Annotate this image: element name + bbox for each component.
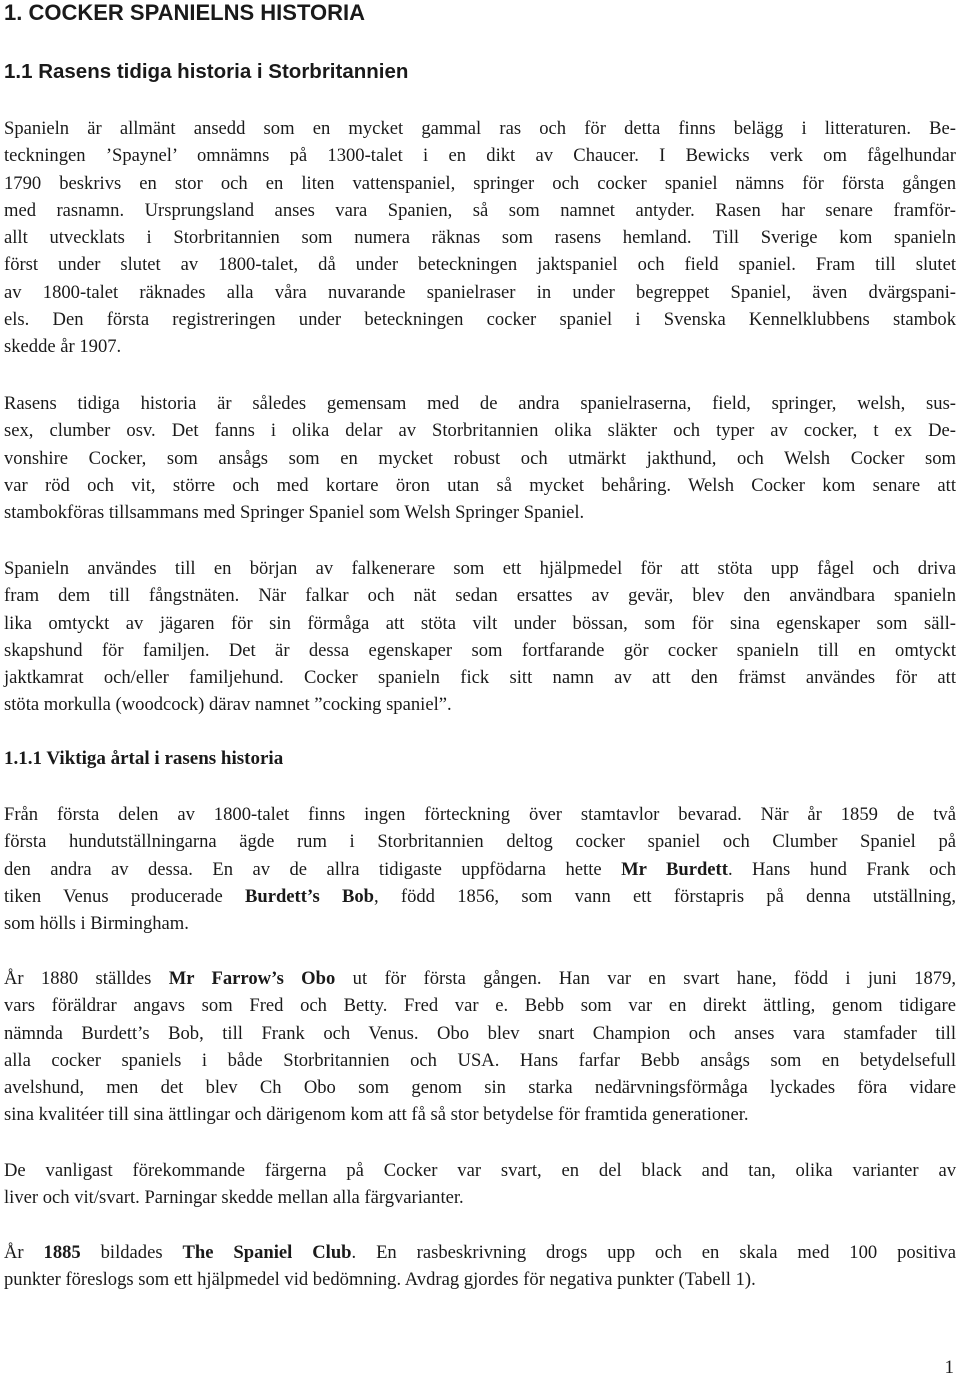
paragraph-line: var röd och vit, större och med kortare öron utan så mycket behåring. Welsh Cocker kom senare att [4,474,956,496]
paragraph-line: sex, clumber osv. Det fanns i olika delar av Storbritannien olika släkter och typer av cocker, t ex De- [4,420,956,442]
paragraph-line: punkter föreslogs som ett hjälpmedel vid bedömning. Avdrag gjordes för negativa punkter (Tabell 1). [4,1269,756,1291]
paragraph-origins [4,115,956,361]
paragraph-colours [4,1157,956,1212]
text-run: År [4,1242,44,1263]
paragraph-line: allt utvecklats i Storbritannien som numera räknas som rasens hemland. Till Sverige kom spanieln [4,227,956,249]
text-run: den andra av dessa. En av de allra tidigaste uppfödarna hette [4,858,622,880]
paragraph-line: fram dem till fångstnäten. När falkar och nät sedan ersattes av gevär, blev den användbara spanieln [4,585,956,607]
text-run: bildades [80,1242,183,1263]
breeder-name: Mr Burdett [621,858,728,880]
paragraph-line [4,965,956,992]
paragraph-line: som hölls i Birmingham. [4,913,189,935]
dog-name: Mr Farrow’s Obo [168,968,336,989]
paragraph-line: De vanligast förekommande färgerna på Cocker var svart, en del black and tan, olika varianter av [4,1160,956,1181]
paragraph-line: sina kvalitéer till sina ättlingar och därigenom kom att få så stor betydelse för framtida generationer. [4,1104,749,1126]
paragraph-spaniel-club [4,1239,956,1294]
paragraph-line: av 1800-talet räknades alla våra nuvarande spanielraser in under begreppet Spaniel, även dvärgspani- [4,281,956,303]
paragraph-line: skedde år 1907. [4,336,122,358]
paragraph-line: stambokföras tillsammans med Springer Spaniel som Welsh Springer Spaniel. [4,502,585,524]
paragraph-falconry [4,555,956,719]
paragraph-line: vonshire Cocker, som ansågs som en mycket robust och utmärkt jakthund, och Welsh Cocker som [4,447,956,469]
paragraph-early-shows [4,801,956,937]
paragraph-line: Spanieln är allmänt ansedd som en mycket gammal ras och för detta finns belägg i litteraturen. Be- [4,118,956,139]
subsection-heading: 1.1.1 Viktiga årtal i rasens historia [4,748,284,769]
paragraph-line: jaktkamrat och/eller familjehund. Cocker spanieln fick sitt namn av att den främst användes för att [4,667,956,689]
dog-name: Burdett’s Bob [244,885,374,907]
paragraph-line: nämnda Burdett’s Bob, till Frank och Venus. Obo blev snart Champion och anses vara stamfader till [4,1022,956,1044]
paragraph-line: alla cocker spaniels i både Storbritannien och USA. Hans farfar Bebb ansågs som en betydelsefull [4,1049,956,1071]
paragraph-line: liver och vit/svart. Parningar skedde mellan alla färgvarianter. [4,1187,464,1209]
club-name: The Spaniel Club [182,1242,352,1263]
paragraph-line: avelshund, men det blev Ch Obo som genom sin starka nedärvningsförmåga lyckades föra vidare [4,1077,956,1099]
text-run: . En rasbeskrivning drogs upp och en skala med 100 positiva [351,1242,956,1263]
year: 1885 [43,1242,81,1263]
paragraph-obo [4,965,956,1129]
page-number: 1 [944,1357,954,1378]
paragraph-line: vars föräldrar angavs som Fred och Betty. Fred var e. Bebb som var en direkt ättling, genom tidigare [4,995,956,1017]
text-run: ut för första gången. Han var en svart hane, född i juni 1879, [335,968,957,989]
text-run: , född 1856, som vann ett förstapris på denna utställning, [373,885,956,907]
chapter-heading: 1. COCKER SPANIELNS HISTORIA [4,0,366,25]
paragraph-line: Rasens tidiga historia är således gemensam med de andra spanielraserna, field, springer, welsh, sus- [4,393,956,414]
paragraph-line: 1790 beskrivs en stor och en liten vattenspaniel, springer och cocker spaniel nämns för första gången [4,172,956,194]
paragraph-shared-history [4,390,956,526]
paragraph-line: stöta morkulla (woodcock) därav namnet ”cocking spaniel”. [4,694,452,716]
paragraph-line [4,1239,956,1266]
paragraph-line: första hundutställningarna ägde rum i Storbritannien deltog cocker spaniel och Clumber Spaniel på [4,831,956,853]
section-heading: 1.1 Rasens tidiga historia i Storbritannien [4,60,409,83]
paragraph-line [4,856,956,883]
text-run: . Hans hund Frank och [727,858,956,880]
paragraph-line: teckningen ’Spaynel’ omnämns på 1300-talet i en dikt av Chaucer. I Bewicks verk om fågelhundar [4,145,956,167]
paragraph-line: med rasnamn. Ursprungsland anses vara Spanien, så som namnet antyder. Rasen har senare framför- [4,199,956,221]
paragraph-line: els. Den första registreringen under beteckningen cocker spaniel i Svenska Kennelklubbens stambok [4,309,956,331]
paragraph-line [4,883,956,910]
text-run: År 1880 ställdes [4,968,169,989]
text-run: tiken Venus producerade [4,885,245,907]
paragraph-line: Från första delen av 1800-talet finns ingen förteckning över stamtavlor bevarad. När år 1859 de två [4,804,956,825]
paragraph-line: lika omtyckt av jägaren för sin förmåga att stöta vilt under bössan, som för sina egenskaper som säll- [4,612,956,634]
paragraph-line: först under slutet av 1800-talet, då under beteckningen jaktspaniel och field spaniel. Fram till slutet [4,254,956,276]
paragraph-line: Spanieln användes till en början av falkenerare som ett hjälpmedel för att stöta upp fågel och driva [4,558,956,579]
paragraph-line: skapshund för familjen. Det är dessa egenskaper som fortfarande gör cocker spanieln till en omtyckt [4,639,956,661]
